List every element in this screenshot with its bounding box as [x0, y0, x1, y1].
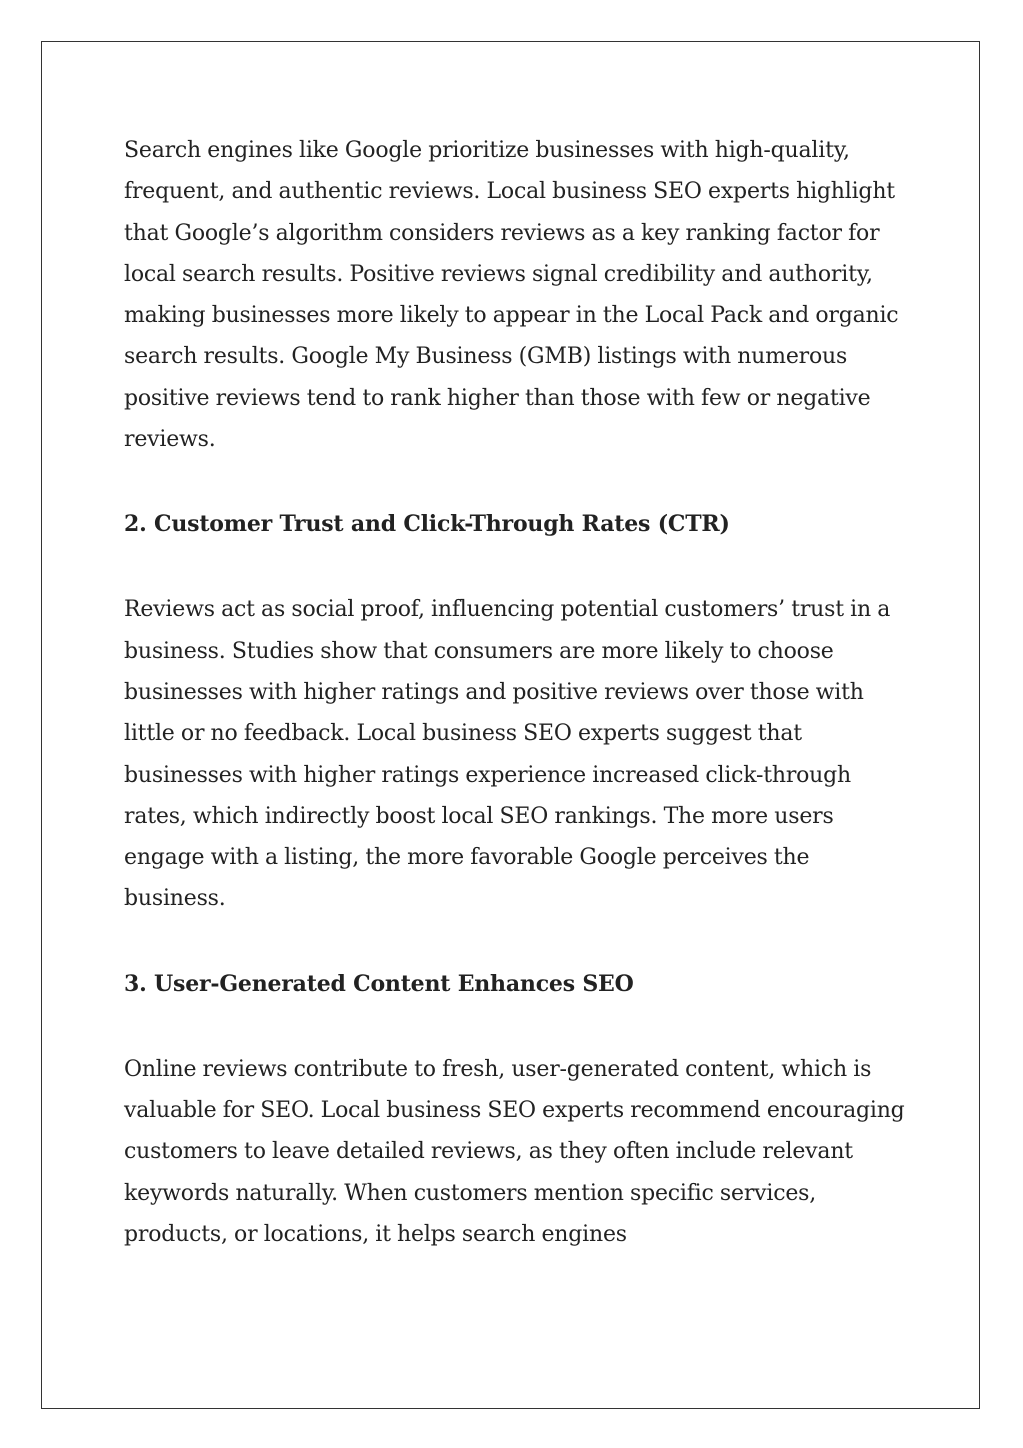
- document-body: [124, 130, 914, 1255]
- section-heading: 2. Customer Trust and Click-Through Rates (CTR): [124, 511, 730, 538]
- body-paragraph: Reviews act as social proof, influencing potential customers’ trust in a business. Studies show that consumers are more likely to choose businesses with higher ratings and positive reviews over those with little or no feedback. Local business SEO experts suggest that businesses with higher ratings experience increased click-through rates, which indirectly boost local SEO rankings. The more users engage with a listing, the more favorable Google perceives the business.: [124, 597, 891, 912]
- body-paragraph: Online reviews contribute to fresh, user-generated content, which is valuable for SEO. Local business SEO experts recommend encouraging customers to leave detailed reviews, as they often include relevant keywords naturally. When customers mention specific services, products, or locations, it helps search engines: [124, 1056, 905, 1247]
- body-paragraph: Search engines like Google prioritize businesses with high-quality, frequent, and authentic reviews. Local business SEO experts highlight that Google’s algorithm considers reviews as a key ranking factor for local search results. Positive reviews signal credibility and authority, making businesses more likely to appear in the Local Pack and organic search results. Google My Business (GMB) listings with numerous positive reviews tend to rank higher than those with few or negative reviews.: [124, 138, 899, 453]
- section-heading: 3. User-Generated Content Enhances SEO: [124, 970, 634, 997]
